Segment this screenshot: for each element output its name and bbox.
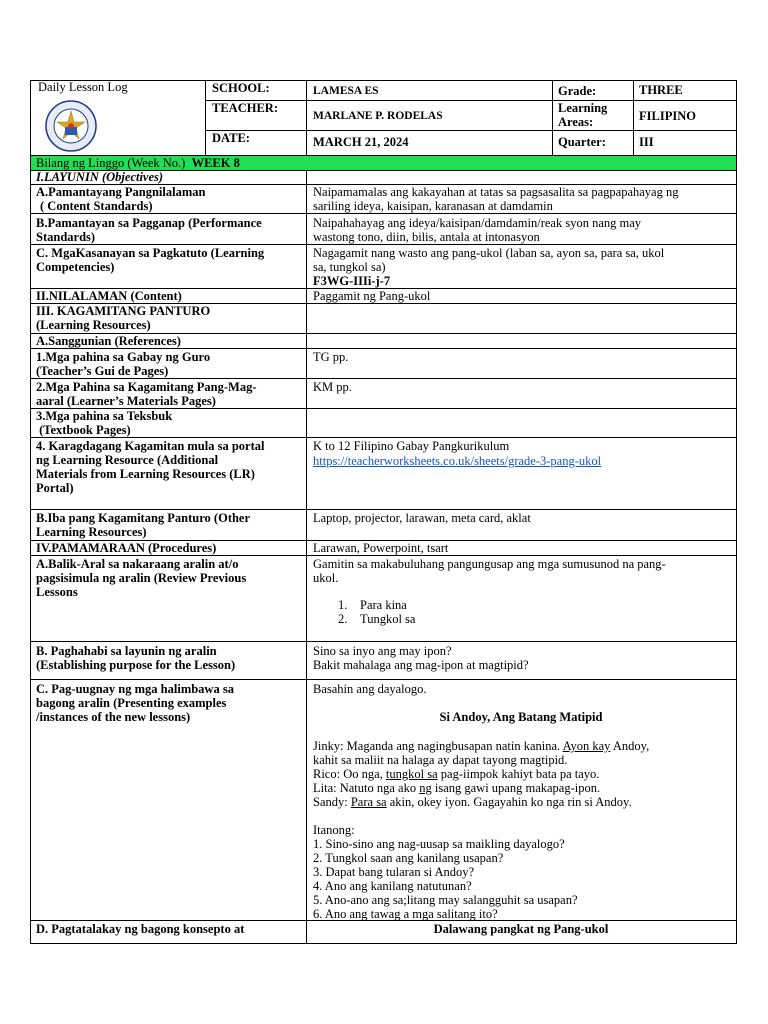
- resources-label-2: (Learning Resources): [36, 318, 151, 332]
- list-item: 1. Para kina: [338, 598, 407, 612]
- tb-label-1: 3.Mga pahina sa Teksbuk: [36, 409, 173, 423]
- competencies-value-2: sa, tungkol sa): [313, 260, 386, 274]
- examples-label-1: C. Pag-uugnay ng mga halimbawa sa: [36, 682, 234, 696]
- examples-intro: Basahin ang dayalogo.: [313, 682, 427, 696]
- question-item: 6. Ano ang tawag a mga salitang ito?: [313, 907, 498, 921]
- competencies-code: F3WG-IIIi-j-7: [313, 274, 391, 288]
- dialog-lita: Lita: Natuto nga ako ng isang gawi upang makapag-ipon.: [313, 781, 601, 795]
- teacher-value: MARLANE P. RODELAS: [313, 110, 443, 122]
- resources-label-1: III. KAGAMITANG PANTURO: [36, 304, 211, 318]
- purpose-value-1: Sino sa inyo ang may ipon?: [313, 644, 452, 658]
- review-value-1: Gamitin sa makabuluhang pangungusap ang mga sumusunod na pang-: [313, 557, 666, 571]
- content-standards-label-1: A.Pamantayang Pangnilalaman: [36, 185, 206, 199]
- dialog-jinky-2: kahit sa maliit na halaga ay dapat tayong magtipid.: [313, 753, 568, 767]
- content-value: Paggamit ng Pang-ukol: [313, 289, 431, 303]
- purpose-label-1: B. Paghahabi sa layunin ng aralin: [36, 644, 217, 658]
- week-row-label: Bilang ng Linggo (Week No.) WEEK 8: [36, 156, 240, 170]
- tg-label-1: 1.Mga pahina sa Gabay ng Guro: [36, 350, 211, 364]
- performance-label-1: B.Pamantayan sa Pagganap (Performance: [36, 216, 262, 230]
- discussion-label: D. Pagtatalakay ng bagong konsepto at: [36, 922, 245, 936]
- competencies-label-1: C. MgaKasanayan sa Pagkatuto (Learning: [36, 246, 265, 260]
- lr-label-4: Portal): [36, 481, 74, 495]
- learning-areas-value: FILIPINO: [639, 109, 696, 123]
- lr-value: K to 12 Filipino Gabay Pangkurikulum: [313, 439, 510, 453]
- dialog-rico: Rico: Oo nga, tungkol sa pag-iimpok kahiyt bata pa tayo.: [313, 767, 600, 781]
- school-label: SCHOOL:: [212, 81, 270, 95]
- question-item: 5. Ano-ano ang sa;litang may salangguhit sa usapan?: [313, 893, 578, 907]
- other-resources-value: Laptop, projector, larawan, meta card, aklat: [313, 511, 531, 525]
- deped-seal-logo: [45, 100, 97, 152]
- list-item: 2. Tungkol sa: [338, 612, 416, 626]
- learning-areas-label-1: Learning: [558, 101, 608, 115]
- objectives-heading: I.LAYUNIN (Objectives): [36, 170, 164, 184]
- learning-areas-label-2: Areas:: [558, 115, 594, 129]
- lm-label-2: aaral (Learner’s Materials Pages): [36, 394, 216, 408]
- lm-label-1: 2.Mga Pahina sa Kagamitang Pang-Mag-: [36, 380, 257, 394]
- competencies-label-2: Competencies): [36, 260, 115, 274]
- school-value: LAMESA ES: [313, 85, 379, 97]
- tg-label-2: (Teacher’s Gui de Pages): [36, 364, 169, 378]
- tb-label-2: (Textbook Pages): [36, 423, 131, 437]
- question-item: 2. Tungkol saan ang kanilang usapan?: [313, 851, 504, 865]
- lm-value: KM pp.: [313, 380, 352, 394]
- purpose-value-2: Bakit mahalaga ang mag-ipon at magtipid?: [313, 658, 529, 672]
- procedures-value: Larawan, Powerpoint, tsart: [313, 541, 449, 555]
- lr-link[interactable]: https://teacherworksheets.co.uk/sheets/grade-3-pang-ukol: [313, 454, 602, 468]
- competencies-value-1: Nagagamit nang wasto ang pang-ukol (laban sa, ayon sa, para sa, ukol: [313, 246, 665, 260]
- performance-value-1: Naipahahayag ang ideya/kaisipan/damdamin/reak syon nang may: [313, 216, 642, 230]
- story-title: Si Andoy, Ang Batang Matipid: [439, 710, 603, 724]
- discussion-value: Dalawang pangkat ng Pang-ukol: [433, 922, 609, 936]
- tg-value: TG pp.: [313, 350, 349, 364]
- lr-label-2: ng Learning Resource (Additional: [36, 453, 219, 467]
- dialog-jinky-1: Jinky: Maganda ang nagingbusapan natin kanina. Ayon kay Andoy,: [313, 739, 650, 753]
- question-item: 4. Ano ang kanilang natutunan?: [313, 879, 472, 893]
- question-item: 3. Dapat bang tularan si Andoy?: [313, 865, 475, 879]
- teacher-label: TEACHER:: [212, 101, 278, 115]
- other-resources-label-2: Learning Resources): [36, 525, 147, 539]
- lr-label-3: Materials from Learning Resources (LR): [36, 467, 255, 481]
- question-item: 1. Sino-sino ang nag-uusap sa maikling dayalogo?: [313, 837, 565, 851]
- performance-label-2: Standards): [36, 230, 96, 244]
- other-resources-label-1: B.Iba pang Kagamitang Panturo (Other: [36, 511, 251, 525]
- grade-label: Grade:: [558, 84, 597, 98]
- date-label: DATE:: [212, 131, 250, 145]
- questions-label: Itanong:: [313, 823, 355, 837]
- document-title: Daily Lesson Log: [38, 80, 128, 94]
- procedures-label: IV.PAMAMARAAN (Procedures): [36, 541, 217, 555]
- purpose-label-2: (Establishing purpose for the Lesson): [36, 658, 236, 672]
- examples-label-3: /instances of the new lessons): [36, 710, 191, 724]
- review-value-2: ukol.: [313, 571, 339, 585]
- performance-value-2: wastong tono, diin, bilis, antala at intonasyon: [313, 230, 540, 244]
- lr-label-1: 4. Karagdagang Kagamitan mula sa portal: [36, 439, 265, 453]
- content-standards-value-1: Naipamamalas ang kakayahan at tatas sa pagsasalita sa pagpapahayag ng: [313, 185, 679, 199]
- quarter-label: Quarter:: [558, 135, 606, 149]
- grade-value: THREE: [639, 83, 683, 97]
- quarter-value: III: [639, 135, 654, 149]
- review-list: [338, 598, 638, 626]
- content-standards-value-2: sariling ideya, kaisipan, karanasan at damdamin: [313, 199, 553, 213]
- dialog-sandy: Sandy: Para sa akin, okey iyon. Gagayahin ko nga rin si Andoy.: [313, 795, 632, 809]
- review-label-2: pagsisimula ng aralin (Review Previous: [36, 571, 247, 585]
- references-label: A.Sanggunian (References): [36, 334, 181, 348]
- content-label: II.NILALAMAN (Content): [36, 289, 182, 303]
- date-value: MARCH 21, 2024: [313, 135, 409, 149]
- review-label-1: A.Balik-Aral sa nakaraang aralin at/o: [36, 557, 239, 571]
- examples-label-2: bagong aralin (Presenting examples: [36, 696, 227, 710]
- review-label-3: Lessons: [36, 585, 78, 599]
- content-standards-label-2: ( Content Standards): [40, 199, 153, 213]
